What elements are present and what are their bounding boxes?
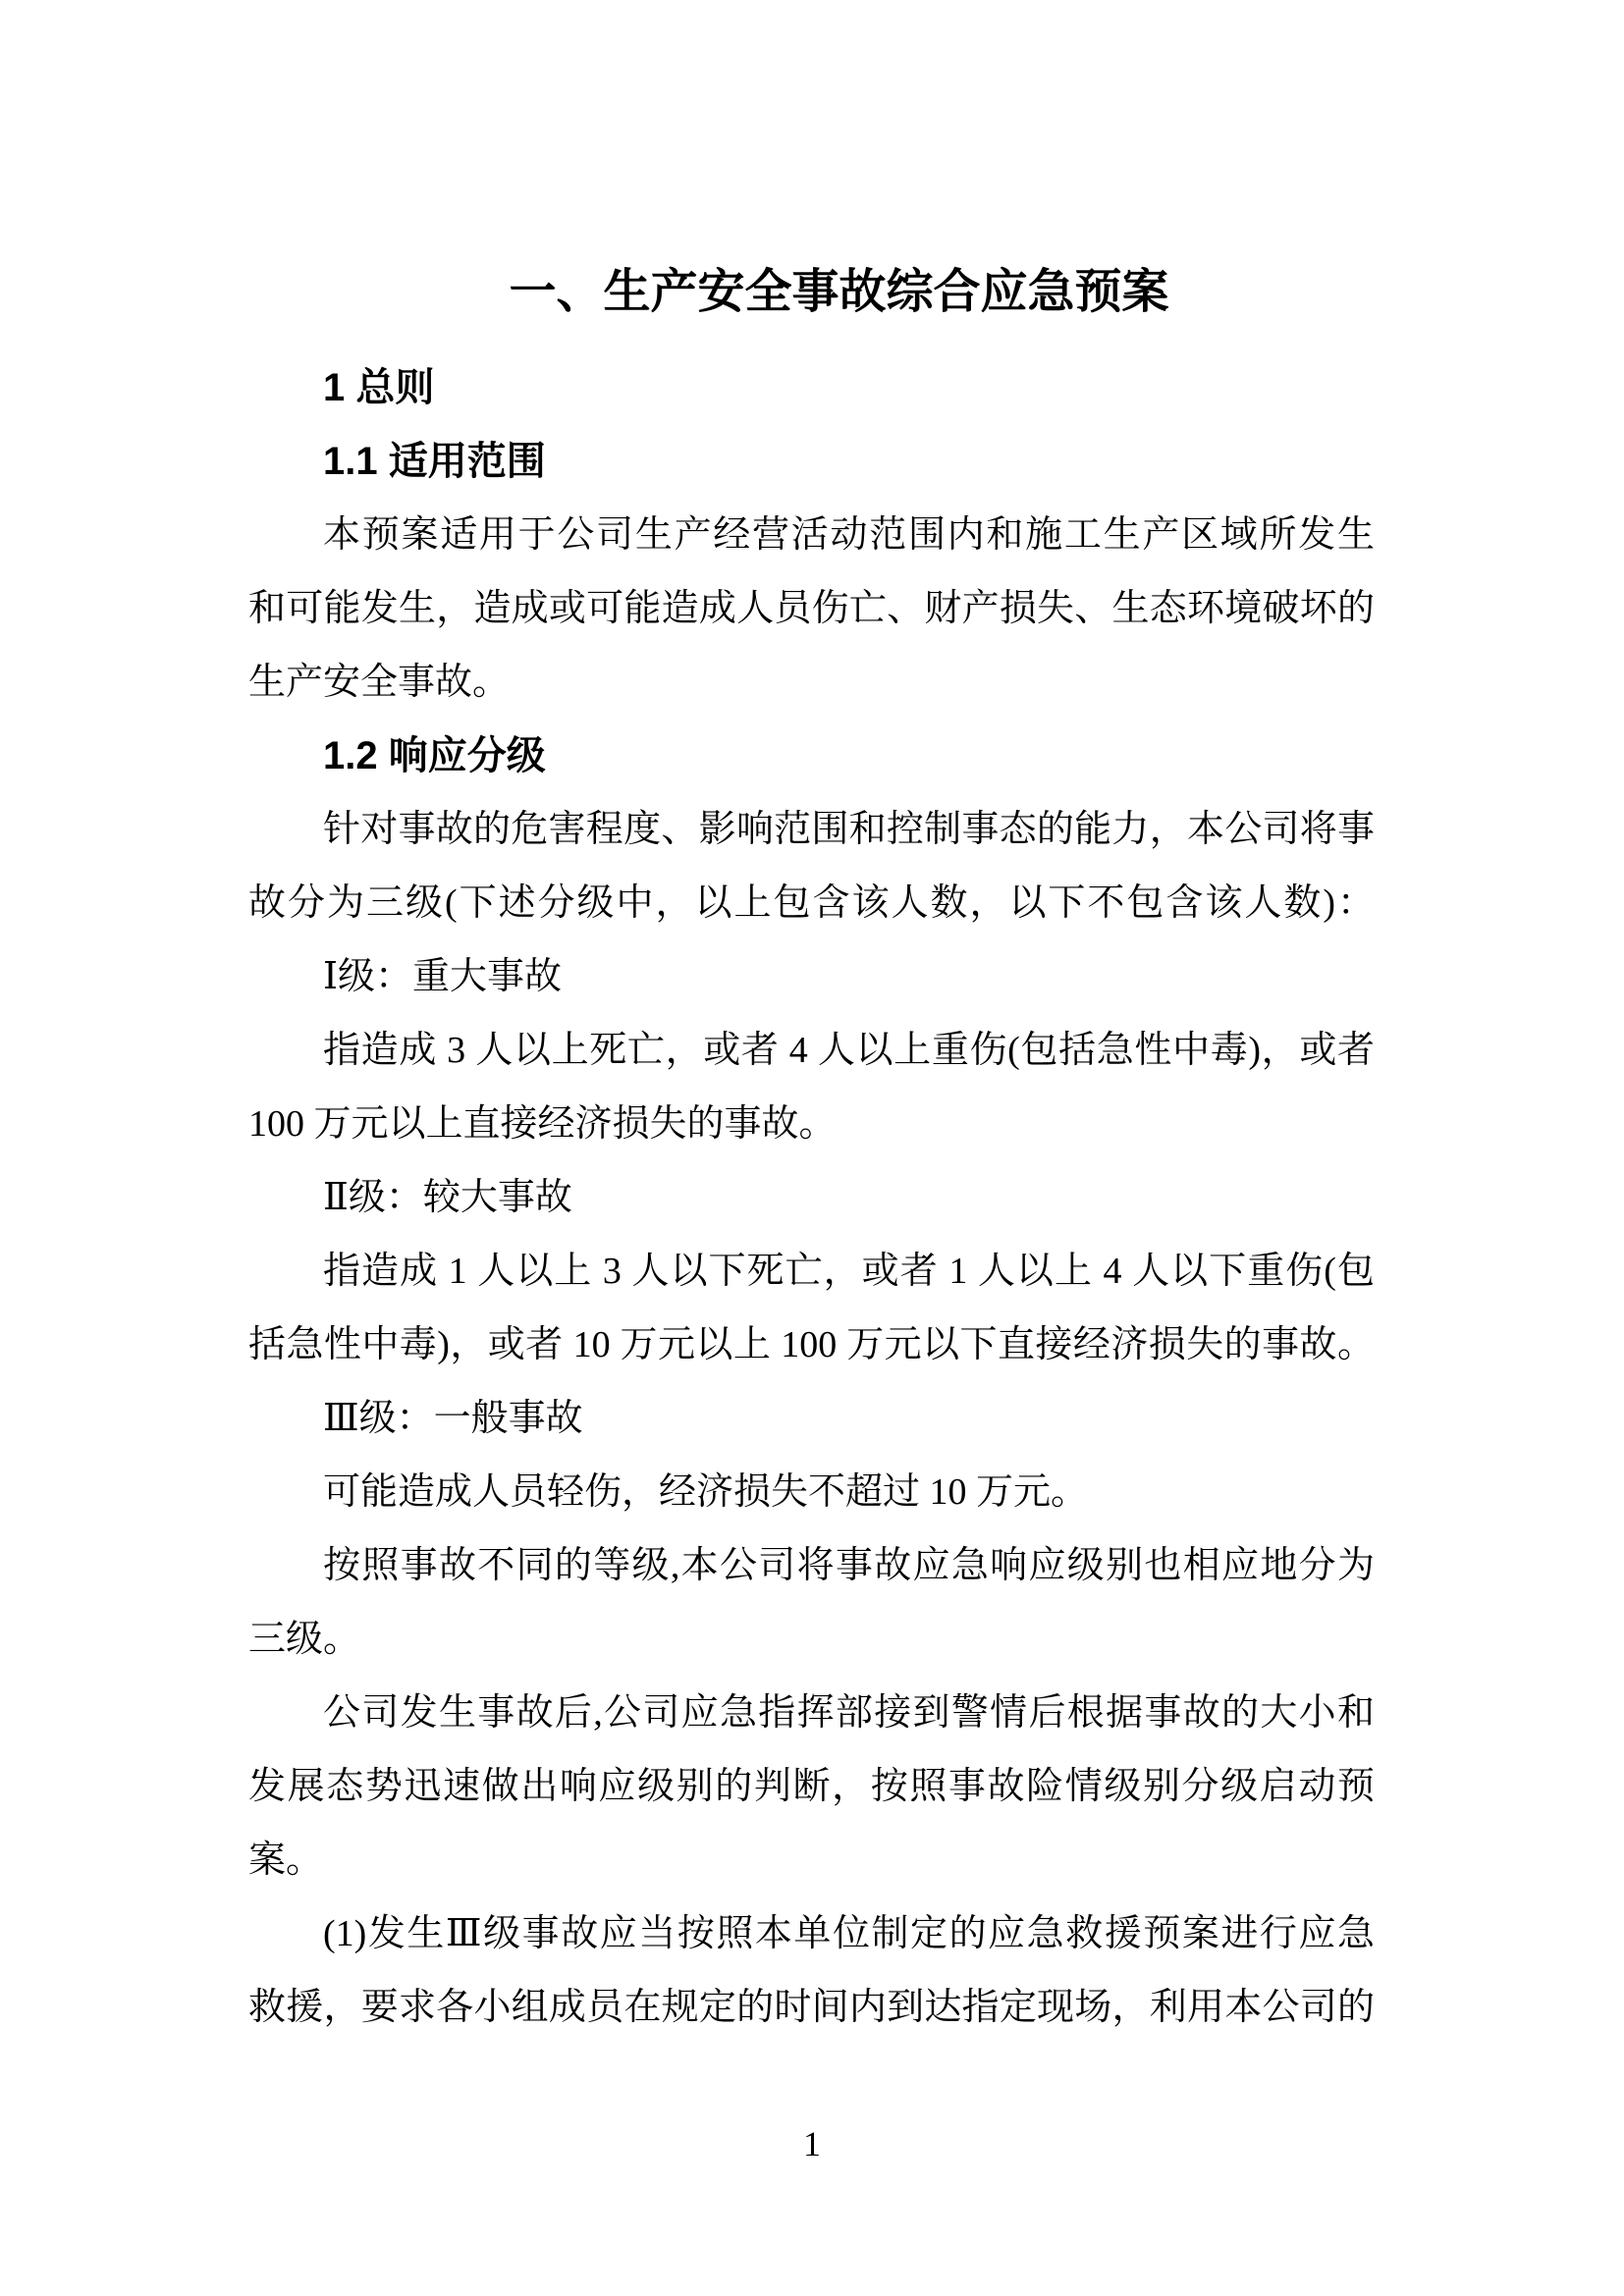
heading-line: 1 总则 [323, 366, 435, 409]
body-line: Ⅲ级：一般事故 [323, 1398, 583, 1439]
body-line: 100 万元以上直接经济损失的事故。 [248, 1103, 837, 1145]
body-line: 指造成 3 人以上死亡，或者 4 人以上重伤(包括急性中毒)，或者 [323, 1030, 1375, 1071]
body-line: 针对事故的危害程度、影响范围和控制事态的能力，本公司将事 [323, 809, 1375, 850]
document-title: 一、生产安全事故综合应急预案 [509, 266, 1169, 318]
heading-line: 1.2 响应分级 [323, 734, 546, 777]
body-line: 生产安全事故。 [248, 662, 511, 703]
body-line: 救援，要求各小组成员在规定的时间内到达指定现场，利用本公司的 [248, 1987, 1375, 2028]
body-line: 发展态势迅速做出响应级别的判断，按照事故险情级别分级启动预 [248, 1766, 1375, 1807]
body-line: 按照事故不同的等级,本公司将事故应急响应级别也相应地分为 [323, 1545, 1375, 1586]
body-line: 可能造成人员轻伤，经济损失不超过 10 万元。 [323, 1471, 1089, 1513]
heading-line: 1.1 适用范围 [323, 440, 546, 483]
body-line: 括急性中毒)，或者 10 万元以上 100 万元以下直接经济损失的事故。 [248, 1324, 1375, 1365]
body-line: 案。 [248, 1840, 324, 1881]
body-line: Ⅰ级：重大事故 [323, 956, 563, 997]
page-number: 1 [803, 2124, 821, 2163]
document-body [248, 351, 1375, 2045]
body-line: 和可能发生，造成或可能造成人员伤亡、财产损失、生态环境破坏的 [248, 588, 1375, 629]
body-line: 公司发生事故后,公司应急指挥部接到警情后根据事故的大小和 [323, 1692, 1375, 1734]
body-line: 本预案适用于公司生产经营活动范围内和施工生产区域所发生 [323, 514, 1375, 556]
body-line: 故分为三级(下述分级中，以上包含该人数，以下不包含该人数)： [248, 882, 1375, 924]
body-line: Ⅱ级：较大事故 [323, 1177, 572, 1218]
body-line: 指造成 1 人以上 3 人以下死亡，或者 1 人以上 4 人以下重伤(包 [323, 1251, 1375, 1292]
body-line: (1)发生Ⅲ级事故应当按照本单位制定的应急救援预案进行应急 [323, 1913, 1375, 1954]
body-line: 三级。 [248, 1619, 361, 1660]
